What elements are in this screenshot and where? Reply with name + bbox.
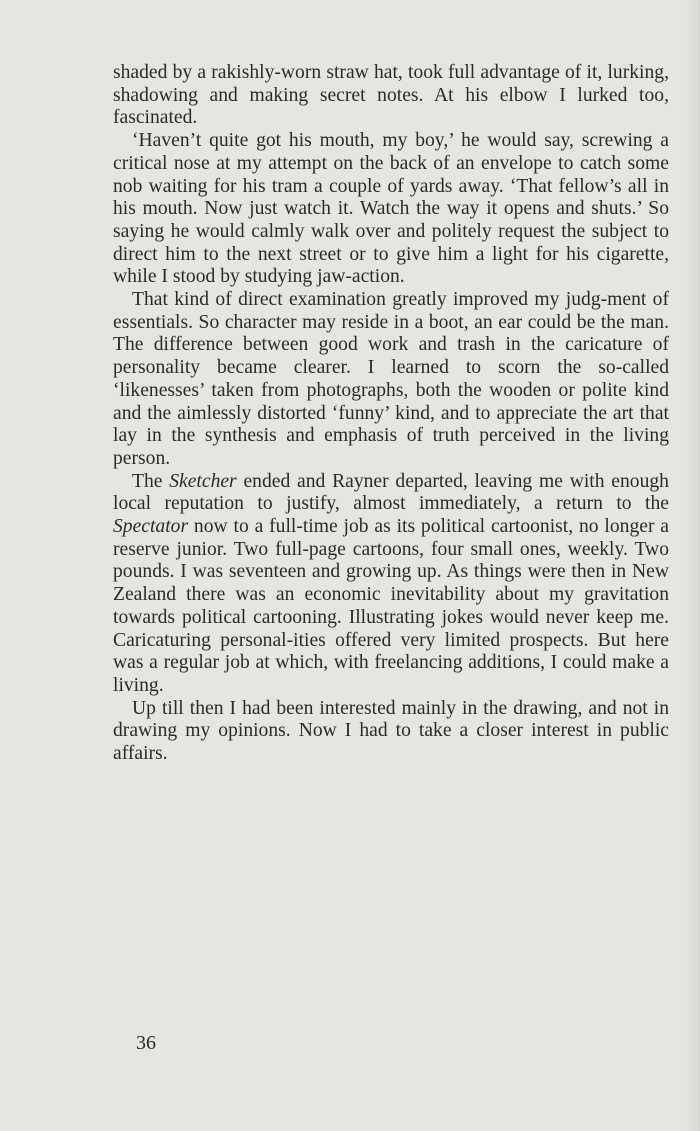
page-edge-shadow	[686, 0, 700, 1131]
paragraph	[113, 289, 669, 471]
text-run: Up till then I had been interested mainly in the drawing, and not in drawing my opinions. Now I had to take a closer interest in public affairs.	[113, 697, 669, 765]
text-run: That kind of direct examination greatly improved my judg-ment of essentials. So character may reside in a boot, an ear could be the man. The difference between good work and trash in the caricature of personality became clearer. I learned to scorn the so-called ‘likenesses’ taken from photographs, both the wooden or polite kind and the aimlessly distorted ‘funny’ kind, and to appreciate the art that lay in the synthesis and emphasis of truth perceived in the living person.	[113, 289, 669, 469]
italic-title: Sketcher	[169, 470, 237, 492]
text-run: The	[132, 470, 170, 492]
text-run: shaded by a rakishly-worn straw hat, took full advantage of it, lurking, shadowing and making secret notes. At his elbow I lurked too, fascinated.	[113, 62, 669, 129]
paragraph	[113, 698, 669, 766]
paragraph	[113, 471, 669, 698]
text-run: ‘Haven’t quite got his mouth, my boy,’ he would say, screwing a critical nose at my attempt on the back of an envelope to catch some nob waiting for his tram a couple of yards away. ‘That fellow’s all in his mouth. Now just watch it. Watch the way it opens and shuts.’ So saying he would calmly walk over and politely request the subject to direct him to the next street or to give him a light for his cigarette, while I stood by studying jaw-action.	[113, 130, 669, 288]
text-run: ended and Rayner departed, leaving me with enough local reputation to justify, almost immediately, a return to the	[113, 470, 669, 515]
body-text	[113, 62, 669, 766]
page-number: 36	[136, 1032, 156, 1054]
paragraph	[113, 130, 669, 289]
italic-title: Spectator	[113, 516, 189, 538]
text-run: now to a full-time job as its political cartoonist, no longer a reserve junior. Two full-page cartoons, four small ones, weekly. Two pounds. I was seventeen and growing up. As things were then in New Zealand there was an economic inevitability about my gravitation towards political cartooning. Illustrating jokes would never keep me. Caricaturing personal-ities offered very limited prospects. But here was a regular job at which, with freelancing additions, I could make a living.	[113, 516, 669, 696]
paragraph	[113, 62, 669, 130]
